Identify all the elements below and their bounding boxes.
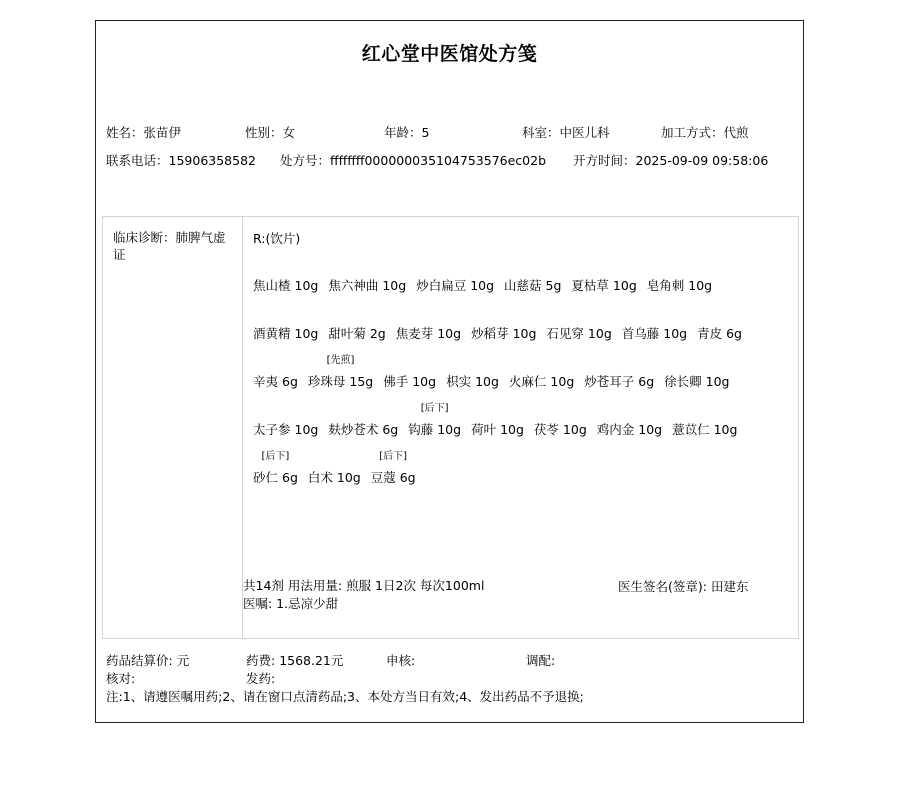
herb-dose: 10g [294,278,319,293]
issue-field: 发药: [246,671,276,686]
herb-item [328,324,385,342]
herb-dose: 5g [545,278,562,293]
herb-dose: 6g [282,374,298,389]
herb-item [509,372,574,390]
herb-name: 珍珠母 [307,374,346,389]
herb-dose: 15g [349,374,374,389]
herb-item [647,276,712,294]
patient-gender-field [245,123,295,141]
herb-name: 茯苓 [533,422,559,437]
prescription-table [102,216,799,639]
herb-dose: 10g [475,374,499,389]
herb-item [664,372,729,390]
herb-item [253,420,318,438]
rx-time-field [573,151,768,169]
herb-name: 荷叶 [471,422,497,437]
herb-decoction-note: [先煎] [326,355,355,366]
dispense-field: 调配: [526,653,556,668]
herb-dose: 10g [688,278,713,293]
herb-name: 山慈菇 [504,278,542,293]
herb-line [253,276,722,294]
herb-name: 夏枯草 [571,278,609,293]
herb-dose: 6g [726,326,742,341]
herb-name: 焦麦芽 [395,326,434,341]
department-label: 科室： [522,125,560,140]
herb-name: 佛手 [383,374,409,389]
herb-dose: 10g [663,326,688,341]
rx-time-label: 开方时间： [573,153,636,168]
herb-name: 石见穿 [546,326,584,341]
herb-decoction-note: [后下] [420,403,449,414]
page-title: 红心堂中医馆处方笺 [361,43,538,65]
diagnosis-value: 肺脾气虚证 [113,230,226,262]
herb-name: 太子参 [253,422,291,437]
herb-item [308,468,361,486]
herb-item [408,403,462,438]
herb-name: 炒稻芽 [471,326,509,341]
processing-value: 代煎 [723,125,749,140]
processing-label: 加工方式： [661,125,724,140]
herb-item [546,324,611,342]
herb-dose: 10g [294,422,319,437]
herb-item [307,355,374,390]
usage-instructions: 共14剂 用法用量: 煎服 1日2次 每次100ml [243,578,485,593]
herb-dose: 10g [705,374,730,389]
herb-item [584,372,654,390]
herb-item [253,372,298,390]
herb-name: 炒苍耳子 [584,374,635,389]
rx-number-field [280,151,546,169]
herb-name: 鸡内金 [596,422,635,437]
processing-field [661,123,749,141]
herb-dose: 10g [587,326,612,341]
settlement-label: 药品结算价: [106,653,177,668]
patient-gender-label: 性别： [245,125,283,140]
patient-age-field [384,123,429,141]
herb-name: 徐长卿 [664,374,702,389]
herb-item [534,420,587,438]
doctor-name: 田建东 [710,579,749,594]
herb-dose: 10g [713,422,738,437]
herb-item [471,420,524,438]
herb-item [253,276,318,294]
herb-name: 炒白扁豆 [416,278,467,293]
herb-name: 薏苡仁 [672,422,710,437]
herb-item [672,420,737,438]
prescription-sheet [95,20,804,723]
diagnosis-column [103,217,243,638]
herb-dose: 10g [437,326,462,341]
patient-name-value: 张苗伊 [143,125,182,140]
herb-decoction-note: [后下] [379,451,408,462]
herb-dose: 10g [562,422,587,437]
patient-age-label: 年龄： [384,125,422,140]
herb-name: 酒黄精 [253,326,291,341]
herb-name: 首乌藤 [621,326,660,341]
drug-fee-label: 药费: [246,653,280,668]
herb-item [471,324,536,342]
herb-name: 青皮 [697,326,723,341]
herb-decoction-note: [后下] [261,451,290,462]
herb-item [396,324,461,342]
check-field: 核对: [106,671,136,686]
herb-name: 麸炒苍术 [328,422,379,437]
herb-item [383,372,436,390]
herb-dose: 10g [412,374,437,389]
herb-line [253,403,747,438]
footer-notes: 注:1、请遵医嘱用药;2、请在窗口点清药品;3、本处方当日有效;4、发出药品不予退换; [106,689,584,704]
prescription-column [243,217,798,638]
herb-name: 豆蔻 [370,470,396,485]
herb-name: 白术 [307,470,333,485]
herb-dose: 6g [382,422,399,437]
rx-header: R:(饮片) [253,231,301,246]
herb-item [253,451,298,486]
herb-item [328,420,398,438]
herb-item [597,420,662,438]
herb-dose: 10g [294,326,319,341]
herb-dose: 10g [500,422,524,437]
herb-name: 钩藤 [408,422,434,437]
doctor-advice: 医嘱: 1.忌凉少甜 [243,596,339,611]
herb-dose: 10g [437,422,462,437]
herb-item [571,276,636,294]
review-field: 申核: [386,653,416,668]
herb-dose: 10g [336,470,361,485]
herb-name: 焦山楂 [253,278,291,293]
herb-name: 皂角刺 [646,278,685,293]
rx-time-value: 2025-09-09 09:58:06 [635,153,769,168]
herb-dose: 10g [382,278,407,293]
patient-name-label: 姓名： [106,125,144,140]
doctor-signature-label: 医生签名(签章): [618,579,711,594]
herb-dose: 10g [550,374,575,389]
drug-fee [246,651,343,669]
herb-dose: 10g [638,422,663,437]
herb-item [370,451,416,486]
herb-item [504,276,561,294]
herb-dose: 10g [512,326,537,341]
doctor-signature [618,577,748,595]
department-field [522,123,610,141]
rx-number-value: ffffffff000000035104753576ec02b [330,153,547,168]
phone-label: 联系电话： [106,153,169,168]
diagnosis-label: 临床诊断： [113,230,176,245]
herb-name: 焦六神曲 [328,278,379,293]
herb-dose: 6g [638,374,655,389]
diagnosis [113,229,237,263]
patient-name-field [106,123,181,141]
herb-line [253,324,752,342]
herb-name: 辛夷 [253,374,279,389]
herb-name: 甜叶菊 [328,326,366,341]
herb-dose: 2g [369,326,386,341]
herb-name: 砂仁 [253,470,279,485]
phone-field [106,151,256,169]
settlement-price [106,651,189,669]
herb-item [328,276,406,294]
herb-item [416,276,494,294]
herb-item [622,324,687,342]
herb-dose: 10g [612,278,637,293]
herb-item [253,324,318,342]
herb-name: 火麻仁 [508,374,547,389]
herb-dose: 6g [282,470,298,485]
herb-item [697,324,742,342]
phone-value: 15906358582 [168,153,256,168]
patient-age-value: 5 [421,125,430,140]
settlement-value: 元 [176,653,190,668]
drug-fee-value: 1568.21元 [279,653,344,668]
herb-line [253,355,740,390]
herb-dose: 10g [470,278,495,293]
usage-block [243,577,484,613]
herb-line [253,451,426,486]
herb-dose: 6g [399,470,416,485]
rx-number-label: 处方号： [280,153,331,168]
department-value: 中医儿科 [559,125,610,140]
patient-gender-value: 女 [282,125,296,140]
herb-name: 枳实 [446,374,472,389]
herb-item [446,372,499,390]
